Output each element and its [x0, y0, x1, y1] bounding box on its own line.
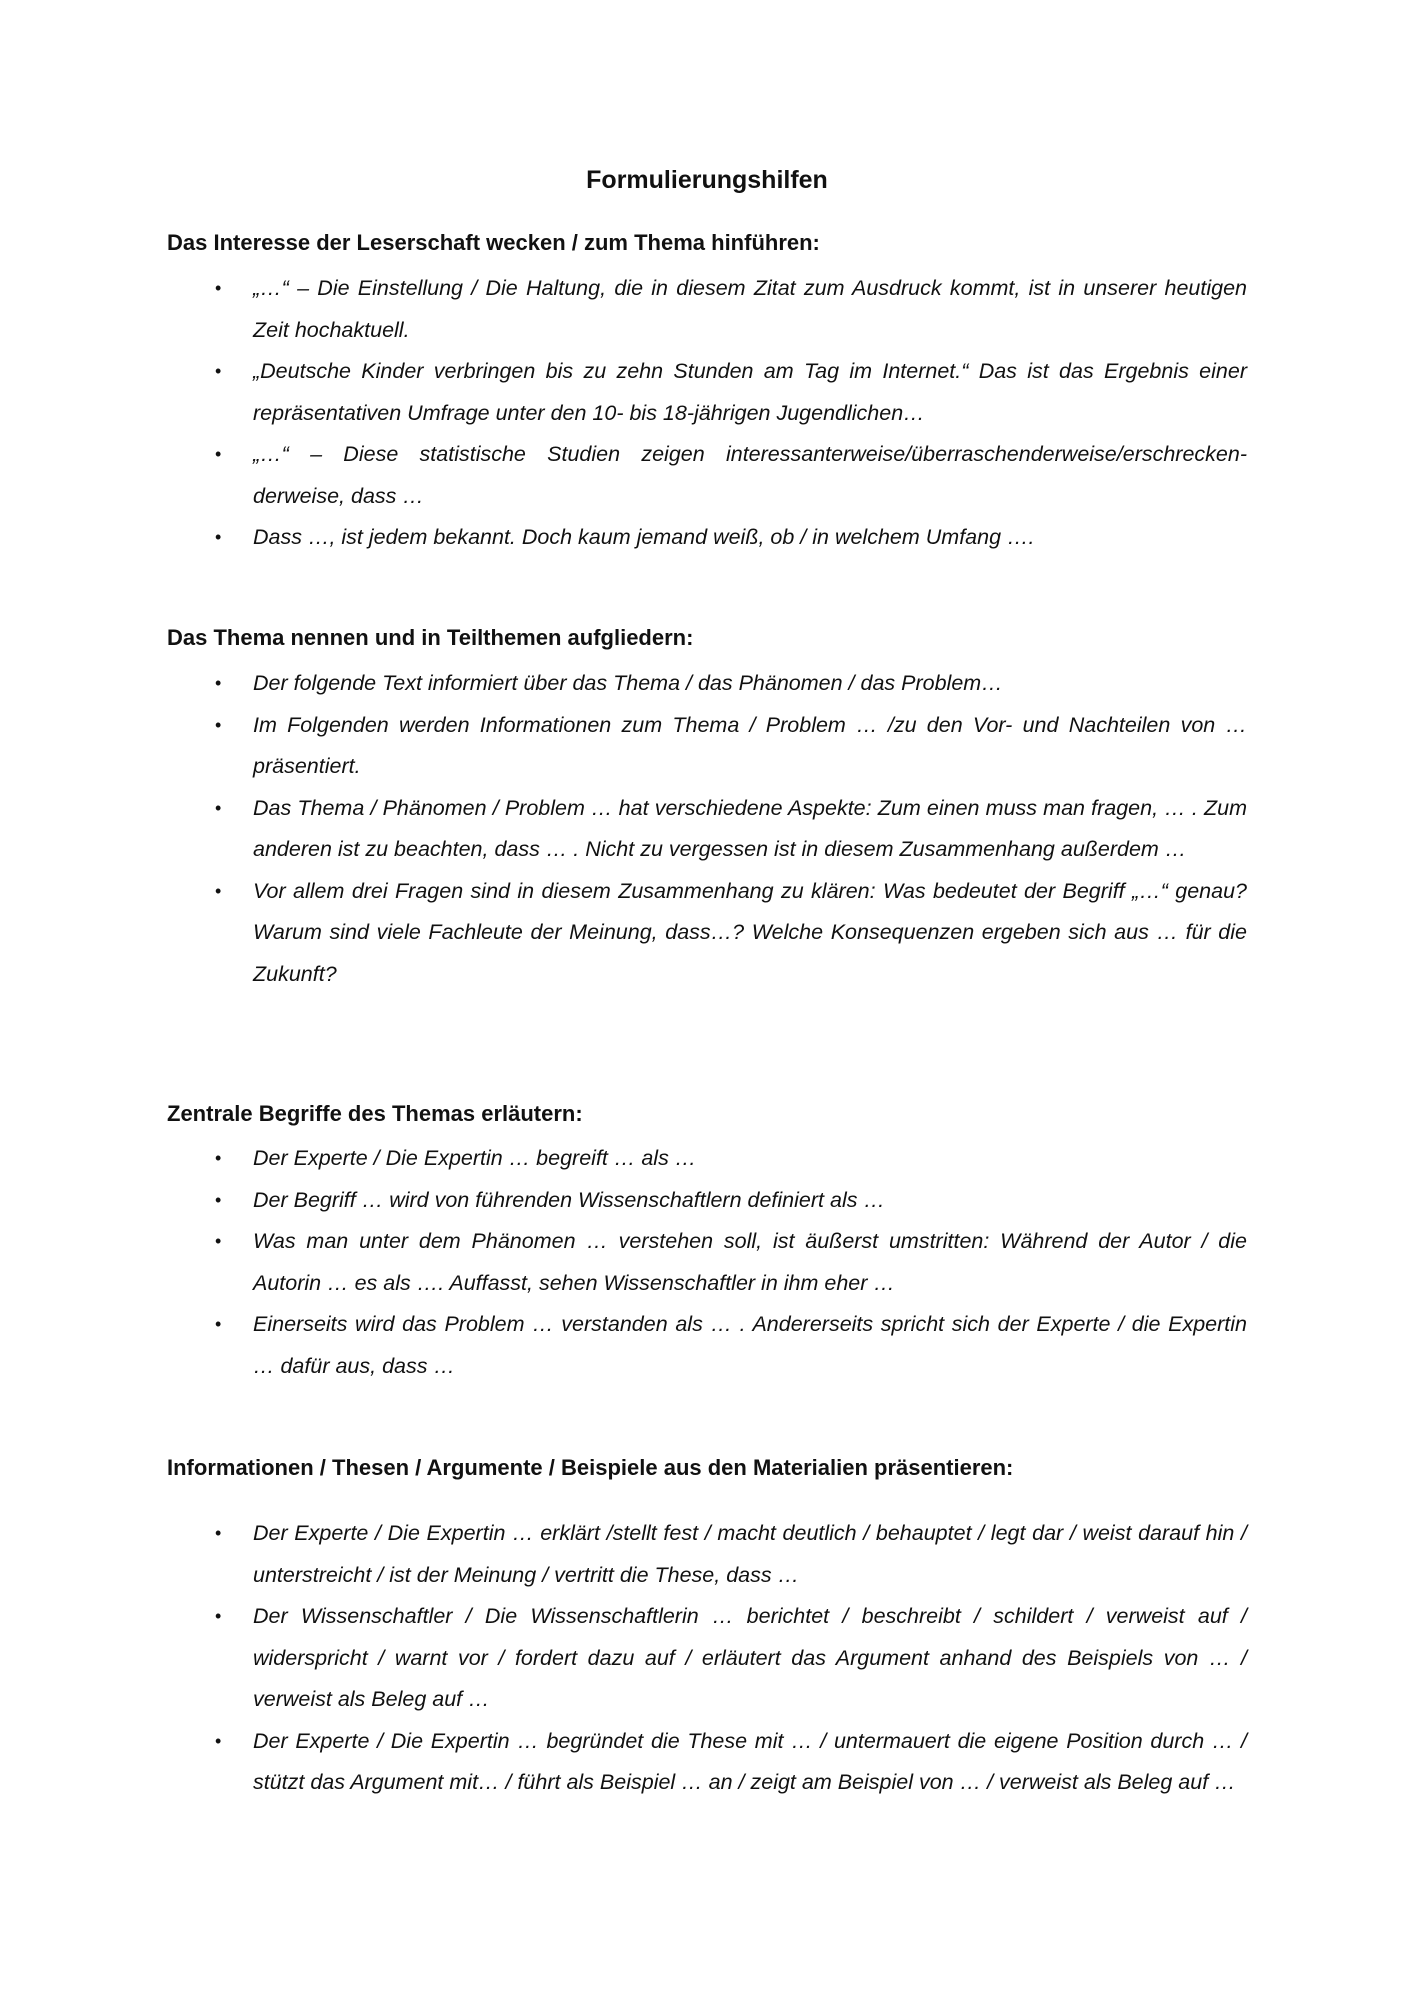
list-item-text: „…“ – Die Einstellung / Die Haltung, die in diesem Zitat zum Ausdruck kommt, ist in unserer heutigen Zeit hochaktuell. — [253, 276, 1247, 342]
list-item-text: „…“ – Diese statistische Studien zeigen interessanterweise/überraschenderweise/erschrecken-derweise, dass … — [253, 442, 1247, 508]
list-item-text: Was man unter dem Phänomen … verstehen soll, ist äußerst umstritten: Während der Autor / die Autorin … es als …. Auffasst, sehen Wissenschaftler in ihm eher … — [253, 1229, 1247, 1295]
bullet-icon: • — [215, 714, 222, 735]
list-item-text: Einerseits wird das Problem … verstanden als … . Andererseits spricht sich der Experte / die Expertin … dafür aus, dass … — [253, 1312, 1247, 1378]
list-item — [167, 705, 1247, 788]
section-name-topic — [167, 623, 1247, 995]
bullet-icon: • — [215, 1148, 222, 1168]
list-item — [167, 1721, 1247, 1804]
section-heading: Das Interesse der Leserschaft wecken / zum Thema hinführen: — [167, 230, 820, 255]
list-item — [167, 788, 1247, 871]
document-title: Formulierungshilfen — [586, 166, 828, 194]
bullet-icon: • — [215, 797, 222, 818]
phrase-list — [167, 1138, 1247, 1387]
list-item-text: Der folgende Text informiert über das Thema / das Phänomen / das Problem… — [253, 671, 1003, 695]
list-item — [167, 1221, 1247, 1304]
phrase-list — [167, 1513, 1247, 1804]
list-item-text: Das Thema / Phänomen / Problem … hat verschiedene Aspekte: Zum einen muss man fragen, … . Zum anderen ist zu beachten, dass … . Nicht zu vergessen ist in diesem Zusammenhang außerdem … — [253, 795, 1247, 861]
bullet-icon: • — [215, 278, 222, 298]
list-item — [167, 434, 1247, 517]
bullet-icon: • — [215, 1730, 222, 1751]
list-item — [167, 663, 1247, 705]
bullet-icon: • — [215, 673, 222, 693]
list-item — [167, 1513, 1247, 1596]
list-item-text: Vor allem drei Fragen sind in diesem Zusammenhang zu klären: Was bedeutet der Begriff „…“ genau? Warum sind viele Fachleute der Meinung, dass…? Welche Konsequenzen ergeben sich aus … für die Zukunft? — [253, 878, 1247, 986]
list-item-text: Der Experte / Die Expertin … erklärt /stellt fest / macht deutlich / behauptet / legt dar / weist darauf hin / unterstreicht / ist der Meinung / vertritt die These, dass … — [253, 1521, 1247, 1587]
bullet-icon: • — [215, 1606, 222, 1626]
list-item — [167, 268, 1247, 351]
bullet-icon: • — [215, 880, 222, 901]
list-item — [167, 517, 1247, 559]
list-item-text: „Deutsche Kinder verbringen bis zu zehn Stunden am Tag im Internet.“ Das ist das Ergebnis einer repräsentativen Umfrage unter den 10- bis 18-jährigen Jugendlichen… — [253, 359, 1247, 425]
section-heading: Das Thema nennen und in Teilthemen aufgliedern: — [167, 625, 694, 650]
bullet-icon: • — [215, 1189, 222, 1210]
list-item — [167, 351, 1247, 434]
list-item-text: Der Wissenschaftler / Die Wissenschaftlerin … berichtet / beschreibt / schildert / verweist auf / widerspricht / warnt vor / fordert dazu auf / erläutert das Argument anhand des Beispiels von … / verweist als Beleg auf … — [253, 1604, 1247, 1711]
section-introduce-topic — [167, 228, 1247, 559]
list-item-text: Dass …, ist jedem bekannt. Doch kaum jemand weiß, ob / in welchem Umfang …. — [253, 525, 1035, 549]
bullet-icon: • — [215, 1231, 222, 1251]
list-item — [167, 1596, 1247, 1721]
bullet-icon: • — [215, 1314, 222, 1334]
list-item — [167, 1180, 1247, 1222]
list-item — [167, 1304, 1247, 1387]
bullet-icon: • — [215, 444, 222, 464]
list-item — [167, 871, 1247, 996]
list-item — [167, 1138, 1247, 1180]
section-present-materials — [167, 1453, 1247, 1804]
phrase-list — [167, 663, 1247, 995]
bullet-icon: • — [215, 361, 222, 381]
list-item-text: Der Experte / Die Expertin … begreift … als … — [253, 1146, 697, 1170]
section-explain-terms — [167, 1099, 1247, 1387]
list-item-text: Der Begriff … wird von führenden Wissenschaftlern definiert als … — [253, 1187, 885, 1212]
bullet-icon: • — [215, 1523, 222, 1543]
bullet-icon: • — [215, 527, 222, 547]
list-item-text: Im Folgenden werden Informationen zum Thema / Problem … /zu den Vor- und Nachteilen von … präsentiert. — [253, 712, 1247, 778]
phrase-list — [167, 268, 1247, 559]
section-heading: Zentrale Begriffe des Themas erläutern: — [167, 1101, 583, 1126]
list-item-text: Der Experte / Die Expertin … begründet die These mit … / untermauert die eigene Position durch … / stützt das Argument mit… / führt als Beispiel … an / zeigt am Beispiel von … / verweist als Beleg auf … — [253, 1728, 1247, 1794]
section-heading: Informationen / Thesen / Argumente / Beispiele aus den Materialien präsentieren: — [167, 1455, 1014, 1480]
